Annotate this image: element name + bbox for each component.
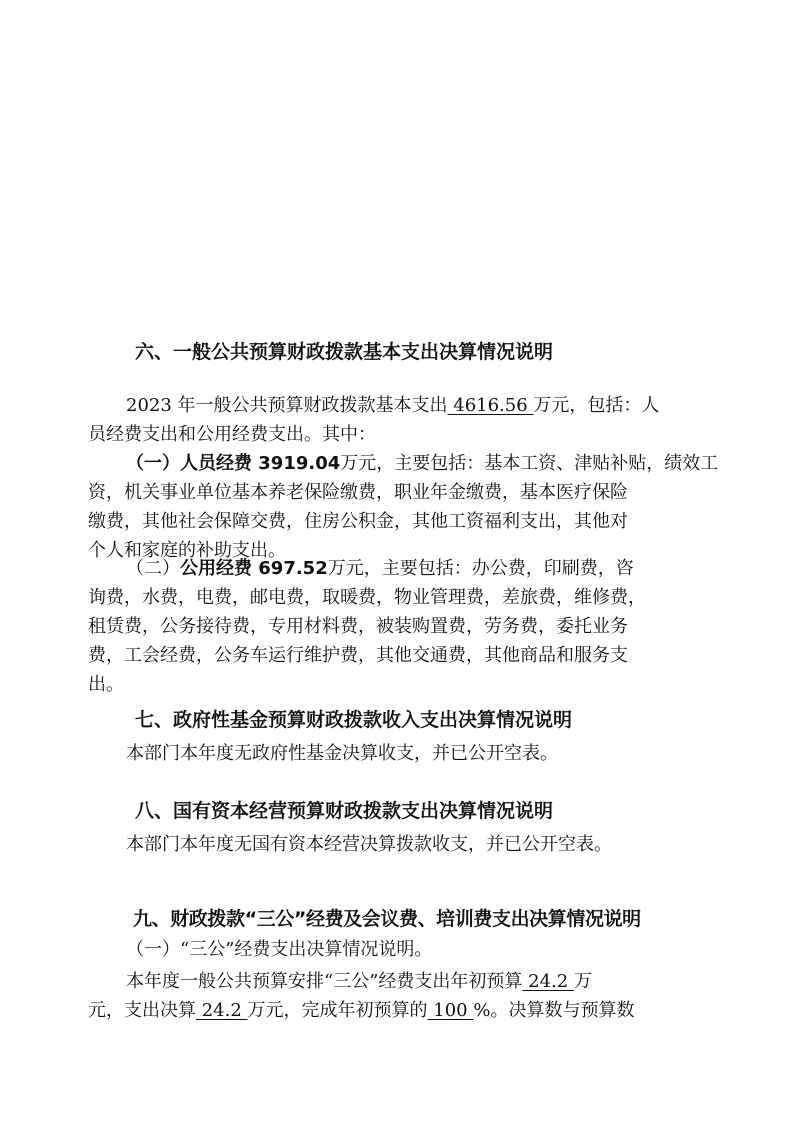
initial-budget-amount: 24.2 xyxy=(522,971,574,992)
intro-text-start: 2023 年一般公共预算财政拨款基本支出 xyxy=(126,395,448,416)
three-funds-line-1-start: 本年度一般公共预算安排“三公”经费支出年初预算 xyxy=(126,971,523,992)
section-7-body: 本部门本年度无政府性基金决算收支，并已公开空表。 xyxy=(126,743,558,764)
public-funds-paragraph xyxy=(88,554,714,699)
public-funds-label: 公用经费 697.52 xyxy=(180,558,328,579)
three-funds-line-2-end: %。决算数与预算数 xyxy=(473,1000,635,1021)
basic-expenditure-amount: 4616.56 xyxy=(447,395,534,416)
section-6-intro xyxy=(88,391,714,449)
intro-line-2: 员经费支出和公用经费支出。其中： xyxy=(88,424,376,445)
personnel-line-3: 缴费，其他社会保障交费，住房公积金，其他工资福利支出，其他对 xyxy=(88,511,628,532)
personnel-expenses-paragraph xyxy=(88,449,719,565)
three-funds-line-1-end: 万 xyxy=(573,971,592,992)
public-funds-line-5: 出。 xyxy=(88,674,124,695)
public-funds-line-4: 费，工会经费，公务车运行维护费，其他交通费，其他商品和服务支 xyxy=(88,645,628,666)
personnel-line-1-rest: 万元，主要包括：基本工资、津贴补贴，绩效工 xyxy=(340,453,719,474)
section-8-heading: 八、国有资本经营预算财政拨款支出决算情况说明 xyxy=(135,800,554,822)
personnel-expenses-label: （一）人员经费 3919.04 xyxy=(126,453,341,474)
three-funds-line-2-start: 元，支出决算 xyxy=(88,1000,196,1021)
intro-text-end: 万元，包括：人 xyxy=(533,395,660,416)
public-funds-line-1-rest: 万元，主要包括：办公费，印刷费，咨 xyxy=(327,558,634,579)
completion-percentage: 100 xyxy=(427,1000,474,1021)
personnel-line-4: 个人和家庭的补助支出。 xyxy=(88,540,286,561)
public-funds-line-2: 询费，水费，电费，邮电费，取暖费，物业管理费，差旅费，维修费， xyxy=(88,587,646,608)
three-public-funds-paragraph xyxy=(88,967,714,1025)
section-8-body: 本部门本年度无国有资本经营决算拨款收支，并已公开空表。 xyxy=(126,834,612,855)
section-6-heading: 六、一般公共预算财政拨款基本支出决算情况说明 xyxy=(135,341,554,363)
final-accounts-amount: 24.2 xyxy=(196,1000,248,1021)
personnel-line-2: 资，机关事业单位基本养老保险缴费，职业年金缴费，基本医疗保险 xyxy=(88,482,628,503)
three-funds-line-2-mid: 万元，完成年初预算的 xyxy=(247,1000,428,1021)
section-9-heading: 九、财政拨款“三公”经费及会议费、培训费支出决算情况说明 xyxy=(133,908,641,930)
public-funds-prefix: （二） xyxy=(126,558,180,579)
section-7-heading: 七、政府性基金预算财政拨款收入支出决算情况说明 xyxy=(135,709,573,731)
section-9-subheading: （一）“三公”经费支出决算情况说明。 xyxy=(126,939,433,960)
public-funds-line-3: 租赁费，公务接待费，专用材料费，被装购置费，劳务费，委托业务 xyxy=(88,616,628,637)
